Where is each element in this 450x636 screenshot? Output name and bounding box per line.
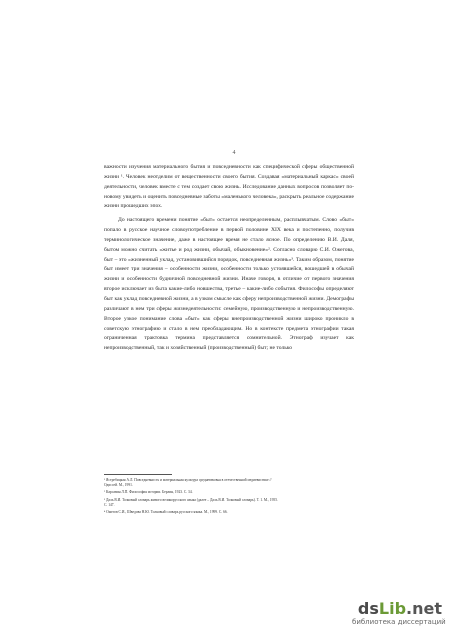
page-number: 4: [232, 150, 236, 156]
paragraph: До настоящего времени понятие «быт» остается неопределенным, расплывчатым. Слово «быт» попало в русское научное словоупотребление в первой половине XIX века и постепенно, получив терминологическое значение, даже в настоящее время не стало ясное. По определению В.И. Даля, бытом можно считать «житье и род жизни, обычай, обыкновение»². Согласно словарю С.И. Ожегова, быт – это «жизненный уклад, установившийся порядок, повседневная жизнь»³. Таким образом, понятие быт имеет три значения – особенности жизни, особенности только устоявшейся, вошедшей в обычай жизни и особенности будничной повседневной жизни. Иначе говоря, в отличие от первого значения второе исключает из быта какие-либо новшества, третье – какие-либо события. Философы определяют быт как уклад повседневной жизни, а в узком смысле как сферу непроизводственной жизни. Демографы различают в нем три сферы жизнедеятельности: семейную, производственную и непроизводственную. Второе узкое понимание слова «быт» как сферы внепроизводственной жизни широко проникло в советскую этнографию и стало в нем преобладающим. Но в контексте предмета этнографии такая ограниченная трактовка термина представляется сомнительной. Этнограф изучает как непроизводственный, так и хозяйственный (производственный) быт; не только: [104, 217, 354, 352]
watermark-subtitle: библиотека диссертаций: [352, 618, 446, 626]
footnote: ³ Даль В.И. Толковый словарь живого великорусского языка (далее – Даль В.И. Толковый словарь). Т. 1. М., 1955. С. 147.: [104, 497, 278, 507]
footnotes: [104, 478, 279, 517]
footnote-divider: [104, 474, 172, 475]
dslib-logo: [352, 600, 442, 617]
logo-prefix: ds: [357, 599, 379, 618]
footnote: ² Карсавин Л.П. Философия истории. Берлин, 1923. С. 34.: [104, 490, 193, 495]
logo-suffix: .net: [406, 599, 442, 618]
paragraph: важности изучения материального бытия и повседневности как специфической сферы общественной жизни ¹. Человек неотделим от вещественности своего бытия. Создавая «материальный каркас» своей деятельности, человек вместе с тем создает свою жизнь. Исследование данных вопросов позволяет по-новому увидеть и оценить повседневные заботы «маленького человека», раскрыть реальное содержание жизни прошедших эпох.: [104, 164, 354, 210]
footnote: ⁴ Ожегов С.И., Шведова Н.Ю. Толковый словарь русского языка. М., 1999. С. 66.: [104, 510, 228, 515]
logo-mid: Lib: [378, 599, 407, 618]
body-text: [104, 163, 354, 354]
dslib-watermark: [352, 599, 446, 626]
footnote: ¹ Ястребицкая А.Л. Повседневность и материальная культура средневековья в отечественной медиевистике // Одиссей. М., 1991.: [104, 478, 272, 488]
